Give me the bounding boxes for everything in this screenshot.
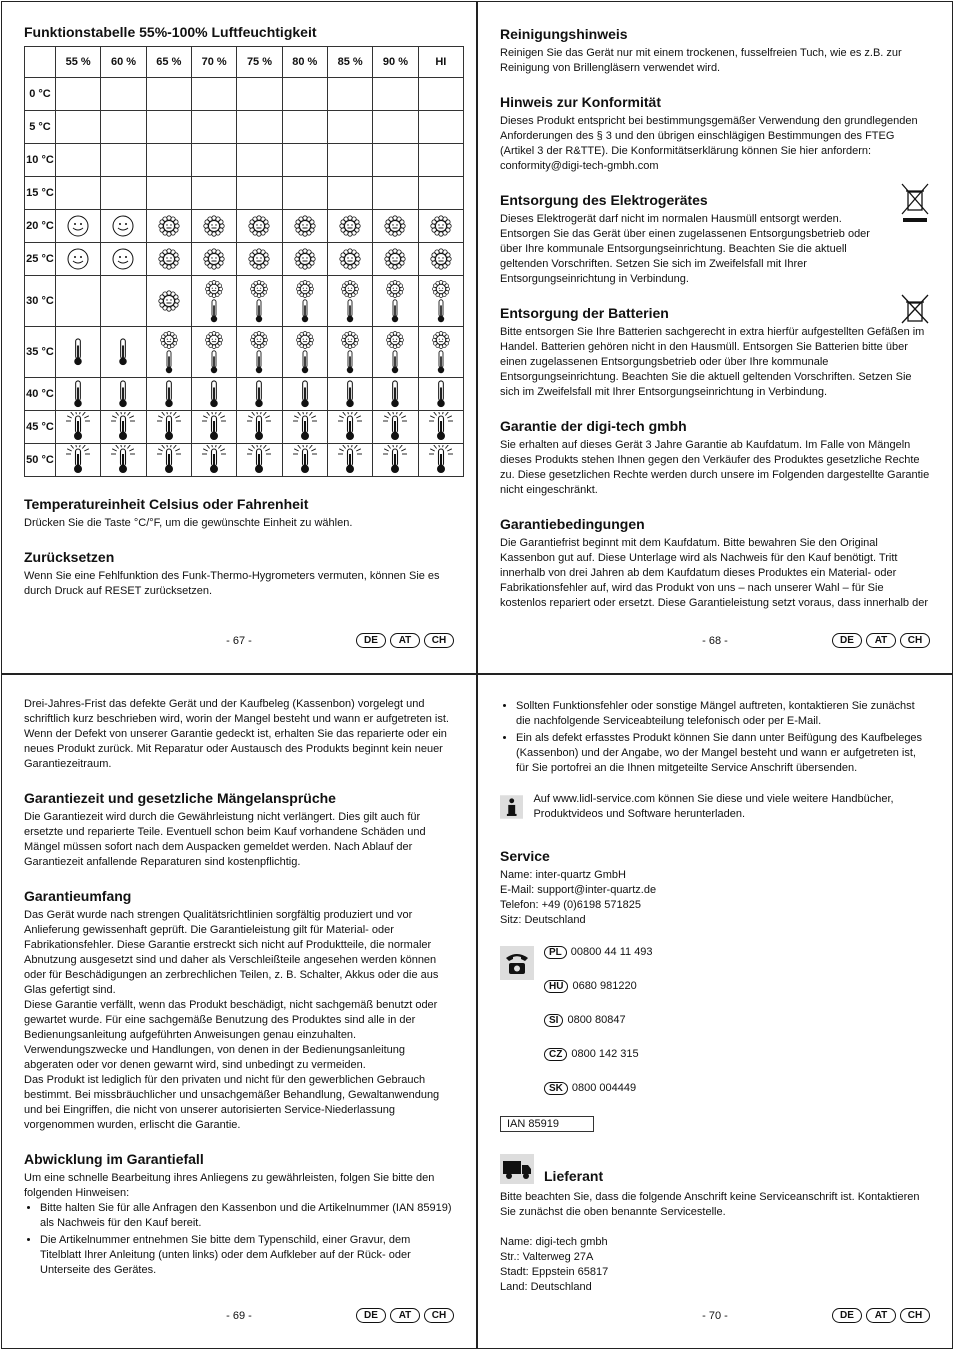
hot-thermometer-icon bbox=[373, 444, 418, 477]
hot-thermometer-icon bbox=[191, 444, 236, 477]
crossed-bin-battery-icon bbox=[900, 293, 930, 325]
empty-cell bbox=[146, 111, 191, 144]
page-68 bbox=[477, 1, 953, 674]
empty-cell bbox=[282, 78, 327, 111]
intro-text: Drei-Jahres-Frist das defekte Gerät und der Kaufbeleg (Kassenbon) vorgelegt und schriftlich kurz beschrieben wird, worin der Mangel besteht und wann er aufgetreten ist. Wenn der Defekt von unserer Garantie gedeckt ist, erhalten Sie das reparierte oder ein neues Produkt zurück. Mit Reparatur oder Austausch des Produkts beginnt kein neuer Garantiezeitraum. bbox=[24, 698, 449, 770]
service-line: Name: inter-quartz GmbH bbox=[500, 869, 626, 881]
claim-list bbox=[24, 1201, 454, 1278]
sun-thermometer-icon bbox=[237, 276, 282, 327]
hotline-block bbox=[500, 946, 930, 1116]
humidity-header: 70 % bbox=[191, 47, 236, 78]
page-number: - 70 - bbox=[702, 1310, 728, 1322]
list-item: • Sollten Funktionsfehler oder sonstige Mängel auftreten, kontaktieren Sie zunächst die nachfolgende Serviceabteilung telefonisch oder per E-Mail. bbox=[516, 699, 930, 729]
hot-thermometer-icon bbox=[418, 411, 463, 444]
temperature-header: 5 °C bbox=[25, 111, 56, 144]
supplier-line: Stadt: Eppstein 65817 bbox=[500, 1266, 609, 1278]
table-row bbox=[25, 411, 464, 444]
empty-cell bbox=[237, 177, 282, 210]
empty-cell bbox=[237, 144, 282, 177]
empty-cell bbox=[327, 144, 372, 177]
humidity-header: 60 % bbox=[101, 47, 146, 78]
language-badges bbox=[832, 633, 930, 648]
empty-cell bbox=[282, 144, 327, 177]
thermometer-icon bbox=[56, 378, 101, 411]
country-code: CZ bbox=[544, 1048, 567, 1061]
conformity-title: Hinweis zur Konformität bbox=[500, 94, 662, 110]
clean-text: Reinigen Sie das Gerät nur mit einem trockenen, fusselfreien Tuch, wie es z.B. zur Reinigung von Brillengläsern verwendet wird. bbox=[500, 47, 902, 74]
empty-cell bbox=[101, 111, 146, 144]
table-title: Funktionstabelle 55%-100% Luftfeuchtigkeit bbox=[24, 24, 317, 40]
table-row bbox=[25, 78, 464, 111]
truck-icon bbox=[500, 1154, 534, 1184]
sun-face-icon bbox=[237, 210, 282, 243]
supplier-line: Name: digi-tech gmbh bbox=[500, 1236, 608, 1248]
sun-face-icon bbox=[282, 210, 327, 243]
empty-cell bbox=[373, 111, 418, 144]
badge-de: DE bbox=[356, 1308, 386, 1323]
supplier-line: Land: Deutschland bbox=[500, 1281, 592, 1293]
sun-face-icon bbox=[146, 210, 191, 243]
sun-thermometer-icon bbox=[373, 276, 418, 327]
thermometer-icon bbox=[146, 378, 191, 411]
supplier-title: Lieferant bbox=[544, 1168, 604, 1184]
conformity-text: Dieses Produkt entspricht bei bestimmungsgemäßer Verwendung den grundlegenden Anforderungen des § 3 und den übrigen einschlägigen Bestimmungen des FTEG (Artikel 3 der R&TTE). Die Konformitätserklärung können Sie hier anfordern: conformity@digi-tech-gmbh.com bbox=[500, 115, 918, 172]
sun-thermometer-icon bbox=[282, 276, 327, 327]
hot-thermometer-icon bbox=[146, 444, 191, 477]
phone-row-sk bbox=[544, 1082, 653, 1098]
thermometer-icon bbox=[237, 378, 282, 411]
humidity-header: 80 % bbox=[282, 47, 327, 78]
empty-cell bbox=[237, 78, 282, 111]
empty-cell bbox=[373, 177, 418, 210]
hot-thermometer-icon bbox=[282, 411, 327, 444]
hot-thermometer-icon bbox=[327, 411, 372, 444]
temperature-header: 35 °C bbox=[25, 327, 56, 378]
country-code: HU bbox=[544, 980, 568, 993]
sun-thermometer-icon bbox=[191, 327, 236, 378]
phone-number: 0800 142 315 bbox=[571, 1048, 639, 1060]
hot-thermometer-icon bbox=[191, 411, 236, 444]
battery-disposal-title: Entsorgung der Batterien bbox=[500, 305, 669, 321]
footer bbox=[500, 633, 930, 651]
empty-cell bbox=[146, 144, 191, 177]
warranty-title: Garantie der digi-tech gmbh bbox=[500, 418, 687, 434]
reset-text: Wenn Sie eine Fehlfunktion des Funk-Thermo-Hygrometers vermuten, können Sie es durch Druck auf RESET zurücksetzen. bbox=[24, 570, 440, 597]
temperature-header: 30 °C bbox=[25, 276, 56, 327]
smiley-icon bbox=[56, 243, 101, 276]
sun-thermometer-icon bbox=[327, 327, 372, 378]
table-row bbox=[25, 327, 464, 378]
empty-cell bbox=[282, 111, 327, 144]
table-row bbox=[25, 276, 464, 327]
temperature-header: 0 °C bbox=[25, 78, 56, 111]
table-row bbox=[25, 210, 464, 243]
hot-thermometer-icon bbox=[146, 411, 191, 444]
empty-cell bbox=[56, 78, 101, 111]
empty-cell bbox=[101, 78, 146, 111]
empty-cell bbox=[101, 177, 146, 210]
unit-title: Temperatureinheit Celsius oder Fahrenheit bbox=[24, 496, 309, 512]
unit-text: Drücken Sie die Taste °C/°F, um die gewünschte Einheit zu wählen. bbox=[24, 517, 353, 529]
empty-cell bbox=[146, 78, 191, 111]
empty-cell bbox=[191, 144, 236, 177]
badge-ch: CH bbox=[900, 633, 930, 648]
footer bbox=[24, 633, 454, 651]
footer bbox=[500, 1308, 930, 1326]
electro-disposal-text: Dieses Elektrogerät darf nicht im normalen Hausmüll entsorgt werden. Entsorgen Sie das Gerät über einen zugelassenen Entsorgungsbetrieb oder über Ihre kommunale Entsorgungseinrichtung. Beachten Sie die aktuell geltenden Vorschriften. Setzen Sie sich im Zweifelsfall mit Ihrer Entsorgungseinrichtung in Verbindung. bbox=[500, 213, 870, 285]
badge-at: AT bbox=[390, 633, 420, 648]
hot-thermometer-icon bbox=[373, 411, 418, 444]
hot-thermometer-icon bbox=[56, 444, 101, 477]
hot-thermometer-icon bbox=[56, 411, 101, 444]
supplier-text: Bitte beachten Sie, dass die folgende Anschrift keine Serviceanschrift ist. Kontaktieren Sie zunächst die oben benannte Servicestelle. bbox=[500, 1191, 920, 1218]
phone-number: 00800 44 11 493 bbox=[570, 946, 653, 958]
list-item: • Die Artikelnummer entnehmen Sie bitte dem Typenschild, einer Gravur, dem Titelblatt Ihrer Anleitung (unten links) oder dem Aufkleber auf der Rück- oder Unterseite des Gerätes. bbox=[40, 1233, 454, 1278]
page-number: - 69 - bbox=[226, 1310, 252, 1322]
hot-thermometer-icon bbox=[418, 444, 463, 477]
temperature-header: 25 °C bbox=[25, 243, 56, 276]
empty-cell bbox=[56, 144, 101, 177]
empty-cell bbox=[101, 144, 146, 177]
service-steps-list bbox=[500, 699, 930, 776]
hot-thermometer-icon bbox=[101, 411, 146, 444]
language-badges bbox=[356, 1308, 454, 1323]
list-item: • Bitte halten Sie für alle Anfragen den Kassenbon und die Artikelnummer (IAN 85919) als Nachweis für den Kauf bereit. bbox=[40, 1201, 454, 1231]
badge-de: DE bbox=[832, 1308, 862, 1323]
page-69 bbox=[1, 674, 477, 1349]
language-badges bbox=[356, 633, 454, 648]
page-70 bbox=[477, 674, 953, 1349]
warranty-text: Sie erhalten auf dieses Gerät 3 Jahre Garantie ab Kaufdatum. Im Falle von Mängeln dieses Produkts stehen Ihnen gegen den Verkäufer des Produktes gesetzliche Rechte zu. Diese gesetzlichen Rechte werden durch unsere im Folgenden dargestellte Garantie nicht eingeschränkt. bbox=[500, 439, 930, 496]
badge-de: DE bbox=[832, 633, 862, 648]
ian-label: IAN 85919 bbox=[500, 1116, 594, 1132]
service-line: Sitz: Deutschland bbox=[500, 914, 586, 926]
badge-ch: CH bbox=[900, 1308, 930, 1323]
phone-number: 0800 004449 bbox=[571, 1082, 637, 1094]
empty-cell bbox=[327, 78, 372, 111]
page-67 bbox=[1, 1, 477, 674]
temperature-header: 50 °C bbox=[25, 444, 56, 477]
sun-thermometer-icon bbox=[327, 276, 372, 327]
table-row bbox=[25, 177, 464, 210]
phone-number: 0800 80847 bbox=[567, 1014, 626, 1026]
badge-at: AT bbox=[390, 1308, 420, 1323]
phone-row-si bbox=[544, 1014, 653, 1030]
temperature-header: 40 °C bbox=[25, 378, 56, 411]
crossed-bin-icon bbox=[900, 182, 930, 224]
info-icon bbox=[500, 790, 523, 824]
humidity-header: 90 % bbox=[373, 47, 418, 78]
info-block bbox=[500, 790, 930, 824]
temperature-header: 45 °C bbox=[25, 411, 56, 444]
empty-cell bbox=[282, 177, 327, 210]
list-item: • Ein als defekt erfasstes Produkt können Sie dann unter Beifügung des Kaufbeleges (Kassenbon) und der Angabe, wo der Mangel besteht und wann er aufgetreten ist, für Sie portofrei an die Ihnen mitgeteilte Service Anschrift übersenden. bbox=[516, 731, 930, 776]
sun-thermometer-icon bbox=[146, 327, 191, 378]
sun-face-icon bbox=[191, 210, 236, 243]
thermometer-icon bbox=[101, 327, 146, 378]
temperature-header: 15 °C bbox=[25, 177, 56, 210]
sun-thermometer-icon bbox=[237, 327, 282, 378]
info-text: Auf www.lidl-service.com können Sie diese und viele weitere Handbücher, Produktvideos und Software herunterladen. bbox=[533, 793, 894, 820]
empty-cell bbox=[373, 144, 418, 177]
sun-thermometer-icon bbox=[418, 327, 463, 378]
sun-thermometer-icon bbox=[282, 327, 327, 378]
period-title: Garantiezeit und gesetzliche Mängelansprüche bbox=[24, 790, 336, 806]
sun-thermometer-icon bbox=[418, 276, 463, 327]
table-row bbox=[25, 444, 464, 477]
empty-cell bbox=[418, 144, 463, 177]
claim-title: Abwicklung im Garantiefall bbox=[24, 1151, 204, 1167]
supplier-header bbox=[500, 1154, 930, 1184]
service-line: E-Mail: support@inter-quartz.de bbox=[500, 884, 657, 896]
empty-cell bbox=[101, 276, 146, 327]
smiley-icon bbox=[101, 210, 146, 243]
language-badges bbox=[832, 1308, 930, 1323]
thermometer-icon bbox=[56, 327, 101, 378]
hot-thermometer-icon bbox=[101, 444, 146, 477]
page-number: - 67 - bbox=[226, 635, 252, 647]
scope-text: Das Gerät wurde nach strengen Qualitätsrichtlinien sorgfältig produziert und vor Anlieferung gewissenhaft geprüft. Die Garantieleistung gilt für Material- oder Fabrikationsfehler. Diese Garantie erstreckt sich nicht auf Produktteile, die normaler Abnutzung ausgesetzt sind und daher als Verschleißteile angesehen werden können oder für Beschädigungen an zerbrechlichen Teilen, z. B. Schalter, Akkus oder die aus Glas gefertigt sind. bbox=[24, 909, 439, 996]
scope-title: Garantieumfang bbox=[24, 888, 132, 904]
badge-ch: CH bbox=[424, 1308, 454, 1323]
temperature-header: 10 °C bbox=[25, 144, 56, 177]
empty-cell bbox=[418, 177, 463, 210]
thermometer-icon bbox=[282, 378, 327, 411]
sun-face-icon bbox=[327, 210, 372, 243]
period-text: Die Garantiezeit wird durch die Gewährleistung nicht verlängert. Dies gilt auch für ersetzte und reparierte Teile. Eventuell schon beim Kauf vorhandene Schäden und Mängel müssen sofort nach dem Auspacken gemeldet werden. Nach Ablauf der Garantiezeit anfallende Reparaturen sind kostenpflichtig. bbox=[24, 811, 426, 868]
empty-cell bbox=[146, 177, 191, 210]
empty-cell bbox=[56, 111, 101, 144]
function-table bbox=[24, 46, 464, 477]
humidity-header: 55 % bbox=[56, 47, 101, 78]
empty-cell bbox=[56, 276, 101, 327]
phone-icon bbox=[500, 946, 534, 980]
thermometer-icon bbox=[373, 378, 418, 411]
sun-face-icon bbox=[373, 243, 418, 276]
sun-face-icon bbox=[146, 243, 191, 276]
hot-thermometer-icon bbox=[327, 444, 372, 477]
sun-face-icon bbox=[237, 243, 282, 276]
phone-list bbox=[544, 946, 653, 1116]
sun-face-icon bbox=[282, 243, 327, 276]
clean-title: Reinigungshinweis bbox=[500, 26, 628, 42]
empty-cell bbox=[327, 111, 372, 144]
phone-number: 0680 981220 bbox=[572, 980, 637, 992]
country-code: SK bbox=[544, 1082, 568, 1095]
empty-cell bbox=[418, 111, 463, 144]
service-line: Telefon: +49 (0)6198 571825 bbox=[500, 899, 641, 911]
phone-row-pl bbox=[544, 946, 653, 962]
phone-row-cz bbox=[544, 1048, 653, 1064]
sun-face-icon bbox=[418, 243, 463, 276]
sun-thermometer-icon bbox=[373, 327, 418, 378]
hot-thermometer-icon bbox=[282, 444, 327, 477]
conditions-title: Garantiebedingungen bbox=[500, 516, 645, 532]
table-corner bbox=[25, 47, 56, 78]
thermometer-icon bbox=[327, 378, 372, 411]
badge-ch: CH bbox=[424, 633, 454, 648]
smiley-icon bbox=[56, 210, 101, 243]
table-row bbox=[25, 111, 464, 144]
supplier-line: Str.: Valterweg 27A bbox=[500, 1251, 594, 1263]
scope-text-2: Diese Garantie verfällt, wenn das Produkt beschädigt, nicht sachgemäß benutzt oder gewartet wurde. Für eine sachgemäße Benutzung des Produktes sind alle in der Bedienungsanleitung aufgeführten Anweisungen genau einzuhalten. Verwendungszwecke und Handlungen, von denen in der Bedienungsanleitung abgeraten oder vor denen gewarnt wird, sind unbedingt zu vermeiden. bbox=[24, 999, 438, 1071]
empty-cell bbox=[56, 177, 101, 210]
humidity-header: 85 % bbox=[327, 47, 372, 78]
electro-disposal-title: Entsorgung des Elektrogerätes bbox=[500, 192, 708, 208]
temperature-header: 20 °C bbox=[25, 210, 56, 243]
table-row bbox=[25, 243, 464, 276]
sun-face-icon bbox=[146, 276, 191, 327]
empty-cell bbox=[237, 111, 282, 144]
battery-disposal-text: Bitte entsorgen Sie Ihre Batterien sachgerecht in extra hierfür aufgestellten Gefäßen im Handel. Batterien gehören nicht in den Hausmüll. Entsorgen Sie Batterien bitte über einen zugelassenen Entsorgungsbetrieb oder über Ihre kommunale Entsorgungseinrichtung. Beachten Sie die aktuell geltenden Vorschriften. Setzen Sie sich im Zweifelsfall mit Ihrer Entsorgungseinrichtung in Verbindung. bbox=[500, 326, 925, 398]
sun-face-icon bbox=[327, 243, 372, 276]
country-code: SI bbox=[544, 1014, 563, 1027]
sun-thermometer-icon bbox=[191, 276, 236, 327]
page-number: - 68 - bbox=[702, 635, 728, 647]
thermometer-icon bbox=[101, 378, 146, 411]
empty-cell bbox=[191, 177, 236, 210]
conditions-text: Die Garantiefrist beginnt mit dem Kaufdatum. Bitte bewahren Sie den Original Kassenbon gut auf. Diese Unterlage wird als Nachweis für den Kauf benötigt. Tritt innerhalb von drei Jahren ab dem Kaufdatum dieses Produktes ein Material- oder Fabrikationsfehler auf, wird das Produkt von uns – nach unserer Wahl – für Sie kostenlos repariert oder ersetzt. Diese Garantieleistung setzt voraus, dass innerhalb der bbox=[500, 537, 928, 609]
phone-row-hu bbox=[544, 980, 653, 996]
empty-cell bbox=[373, 78, 418, 111]
sun-face-icon bbox=[373, 210, 418, 243]
country-code: PL bbox=[544, 946, 567, 959]
thermometer-icon bbox=[191, 378, 236, 411]
table-row bbox=[25, 378, 464, 411]
sun-face-icon bbox=[191, 243, 236, 276]
scope-text-3: Das Produkt ist lediglich für den privaten und nicht für den gewerblichen Gebrauch bestimmt. Bei missbräuchlicher und unsachgemäßer Behandlung, Gewaltanwendung und bei Eingriffen, die nicht von unserer autorisierten Service-Niederlassung vorgenommen wurden, erlischt die Garantie. bbox=[24, 1074, 440, 1131]
hot-thermometer-icon bbox=[237, 411, 282, 444]
humidity-header: 75 % bbox=[237, 47, 282, 78]
table-row bbox=[25, 144, 464, 177]
reset-title: Zurücksetzen bbox=[24, 549, 115, 565]
badge-at: AT bbox=[866, 633, 896, 648]
claim-text: Um eine schnelle Bearbeitung ihres Anliegens zu gewährleisten, folgen Sie bitte den folgenden Hinweisen: bbox=[24, 1172, 435, 1199]
humidity-header: 65 % bbox=[146, 47, 191, 78]
footer bbox=[24, 1308, 454, 1326]
service-title: Service bbox=[500, 848, 550, 864]
badge-de: DE bbox=[356, 633, 386, 648]
empty-cell bbox=[327, 177, 372, 210]
hot-thermometer-icon bbox=[237, 444, 282, 477]
empty-cell bbox=[191, 111, 236, 144]
thermometer-icon bbox=[418, 378, 463, 411]
badge-at: AT bbox=[866, 1308, 896, 1323]
smiley-icon bbox=[101, 243, 146, 276]
sun-face-icon bbox=[418, 210, 463, 243]
empty-cell bbox=[191, 78, 236, 111]
humidity-header: HI bbox=[418, 47, 463, 78]
empty-cell bbox=[418, 78, 463, 111]
